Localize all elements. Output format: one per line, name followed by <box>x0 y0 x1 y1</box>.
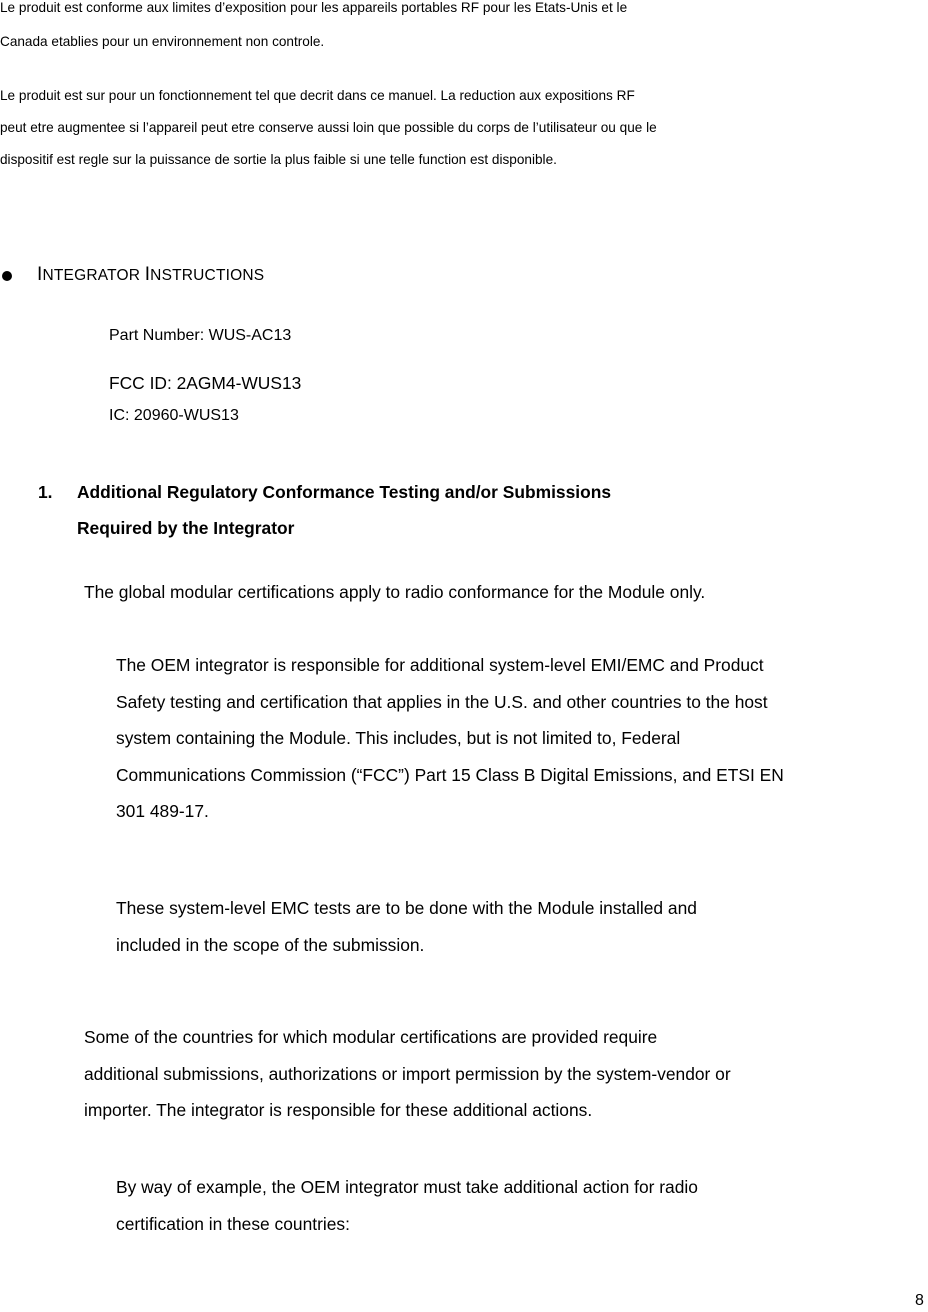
body-text: Some of the countries for which modular certifications are provided require <box>84 1027 658 1047</box>
french-notice-line: Canada etablies pour un environnement non controle. <box>0 34 325 49</box>
french-notice-line: dispositif est regle sur la puissance de sortie la plus faible si une telle function est disponible. <box>0 152 557 167</box>
french-notice-line: Le produit est conforme aux limites d’exposition pour les appareils portables RF pour les Etats-Unis et le <box>0 0 628 15</box>
item-title: Required by the Integrator <box>77 518 295 538</box>
body-text: Safety testing and certification that applies in the U.S. and other countries to the host <box>116 692 768 712</box>
bullet-icon <box>2 271 12 281</box>
body-text: certification in these countries: <box>116 1214 350 1234</box>
page-number: 8 <box>915 1292 924 1309</box>
heading-initial: I <box>144 264 151 285</box>
heading-initial: I <box>37 264 43 285</box>
item-title: Additional Regulatory Conformance Testing and/or Submissions <box>77 482 612 502</box>
body-text: included in the scope of the submission. <box>116 935 425 955</box>
body-text: The OEM integrator is responsible for additional system-level EMI/EMC and Product <box>116 655 764 675</box>
body-text: These system-level EMC tests are to be done with the Module installed and <box>116 898 697 918</box>
body-text: By way of example, the OEM integrator must take additional action for radio <box>116 1177 698 1197</box>
body-text: additional submissions, authorizations or import permission by the system-vendor or <box>84 1064 731 1084</box>
body-text: 301 489-17. <box>116 801 209 821</box>
section-heading <box>37 264 264 286</box>
body-text: Communications Commission (“FCC”) Part 15 Class B Digital Emissions, and ETSI EN <box>116 765 784 785</box>
part-number: Part Number: WUS-AC13 <box>109 327 292 344</box>
fcc-id: FCC ID: 2AGM4-WUS13 <box>109 373 302 393</box>
heading-smallcaps: NSTRUCTIONS <box>150 267 265 284</box>
body-text: importer. The integrator is responsible for these additional actions. <box>84 1100 593 1120</box>
heading-smallcaps: NTEGRATOR <box>42 267 141 284</box>
item-number: 1. <box>38 482 53 502</box>
ic-number: IC: 20960-WUS13 <box>109 407 239 424</box>
french-notice-line: Le produit est sur pour un fonctionnement tel que decrit dans ce manuel. La reduction aux expositions RF <box>0 88 635 103</box>
body-text: system containing the Module. This includes, but is not limited to, Federal <box>116 728 681 748</box>
body-text: The global modular certifications apply to radio conformance for the Module only. <box>84 582 706 602</box>
french-notice-line: peut etre augmentee si l’appareil peut etre conserve aussi loin que possible du corps de l’utilisateur ou que le <box>0 120 657 135</box>
